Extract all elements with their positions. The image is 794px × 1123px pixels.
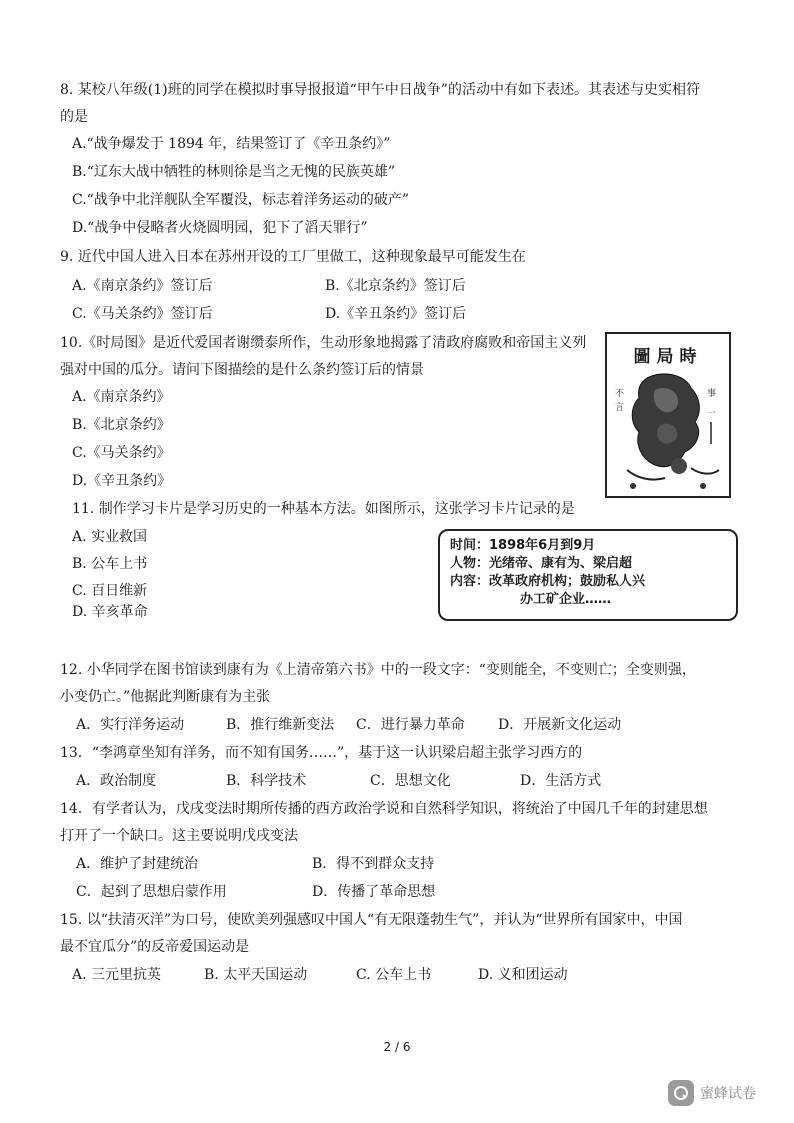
svg-text:言: 言	[615, 403, 625, 413]
watermark-text: 蜜蜂试卷	[700, 1086, 756, 1102]
q12-stem-line1: 12. 小华同学在图书馆读到康有为《上清帝第六书》中的一段文字：“变则能全，不变则亡；全变则强，	[60, 662, 696, 678]
q8-option-a: A.“战争爆发于 1894 年，结果签订了《辛丑条约》”	[72, 136, 391, 152]
q12-option-a: A．实行洋务运动	[76, 717, 185, 733]
q12-option-b: B．推行维新变法	[226, 717, 335, 733]
q14-option-a: A．维护了封建统治	[76, 856, 199, 872]
q12-stem-line2: 小变仍亡。”他据此判断康有为主张	[60, 689, 271, 705]
card-content-line1: 内容：改革政府机构；鼓励私人兴	[450, 574, 646, 589]
svg-text:事: 事	[707, 389, 717, 399]
page-number: 2 / 6	[383, 1040, 411, 1054]
q8-option-d: D.“战争中侵略者火烧圆明园，犯下了滔天罪行”	[72, 220, 368, 236]
card-time: 时间：1898年6月到9月	[450, 538, 596, 553]
q8-option-b: B.“辽东大战中牺牲的林则徐是当之无愧的民族英雄”	[72, 164, 396, 180]
q13-stem: 13．“李鸿章坐知有洋务，而不知有国务……”，基于这一认识梁启超主张学习西方的	[60, 745, 583, 761]
q9-option-c: C.《马关条约》签订后	[72, 306, 213, 322]
q8-stem-line2: 的是	[60, 109, 88, 125]
svg-text:一: 一	[707, 409, 717, 419]
q15-option-b: B. 太平天国运动	[204, 967, 308, 983]
q11-stem: 11. 制作学习卡片是学习历史的一种基本方法。如图所示，这张学习卡片记录的是	[72, 501, 575, 517]
svg-text:不: 不	[615, 389, 625, 399]
q13-option-b: B．科学技术	[226, 773, 307, 789]
watermark	[668, 1080, 756, 1106]
q14-option-d: D．传播了革命思想	[312, 884, 436, 900]
card-people: 人物：光绪帝、康有为、梁启超	[450, 556, 633, 571]
q14-option-b: B．得不到群众支持	[312, 856, 435, 872]
q8-option-c: C.“战争中北洋舰队全军覆没，标志着洋务运动的破产”	[72, 192, 409, 208]
q11-option-d: D. 辛亥革命	[72, 604, 148, 620]
q11-option-a: A. 实业救国	[72, 529, 148, 545]
map-illustration	[607, 366, 729, 496]
q10-option-c: C.《马关条约》	[72, 445, 171, 461]
q13-option-d: D．生活方式	[520, 773, 602, 789]
q11-option-b: B. 公车上书	[72, 556, 148, 572]
q15-stem-line2: 最不宜瓜分”的反帝爱国运动是	[60, 939, 250, 955]
q13-option-a: A．政治制度	[76, 773, 157, 789]
q12-option-d: D．开展新文化运动	[498, 717, 622, 733]
q14-stem-line1: 14．有学者认为，戊戌变法时期所传播的西方政治学说和自然科学知识，将统治了中国几千年的封建思想	[60, 801, 708, 817]
q15-option-d: D. 义和团运动	[478, 967, 568, 983]
q10-option-b: B.《北京条约》	[72, 417, 171, 433]
q14-option-c: C．起到了思想启蒙作用	[76, 884, 227, 900]
q10-option-a: A.《南京条约》	[72, 389, 171, 405]
study-card	[438, 529, 738, 621]
q10-stem-line2: 强对中国的瓜分。请问下图描绘的是什么条约签订后的情景	[60, 362, 424, 378]
q8-stem-line1: 8. 某校八年级(1)班的同学在模拟时事导报报道“甲午中日战争”的活动中有如下表述。其表述与史实相符	[60, 82, 700, 98]
q9-option-b: B.《北京条约》签订后	[325, 278, 466, 294]
q9-option-a: A.《南京条约》签订后	[72, 278, 213, 294]
q9-stem: 9. 近代中国人进入日本在苏州开设的工厂里做工，这种现象最早可能发生在	[60, 249, 526, 265]
q10-option-d: D.《辛丑条约》	[72, 473, 172, 489]
q14-stem-line2: 打开了一个缺口。这主要说明戊戌变法	[60, 828, 298, 844]
shiju-tu-figure	[605, 332, 731, 498]
q15-option-a: A. 三元里抗英	[72, 967, 162, 983]
q15-stem-line1: 15. 以“扶清灭洋”为口号，使欧美列强感叹中国人“有无限蓬勃生气”，并认为“世界所有国家中，中国	[60, 912, 683, 928]
q12-option-c: C．进行暴力革命	[356, 717, 465, 733]
bee-logo-icon	[668, 1080, 694, 1106]
q15-option-c: C. 公车上书	[356, 967, 432, 983]
q10-stem-line1: 10.《时局图》是近代爱国者谢缵泰所作，生动形象地揭露了清政府腐败和帝国主义列	[60, 335, 587, 351]
q11-option-c: C. 百日维新	[72, 583, 148, 599]
q13-option-c: C．思想文化	[370, 773, 451, 789]
card-content-line2: 办工矿企业……	[520, 592, 612, 607]
q9-option-d: D.《辛丑条约》签订后	[325, 306, 467, 322]
figure-title: 圖局時	[633, 347, 703, 367]
